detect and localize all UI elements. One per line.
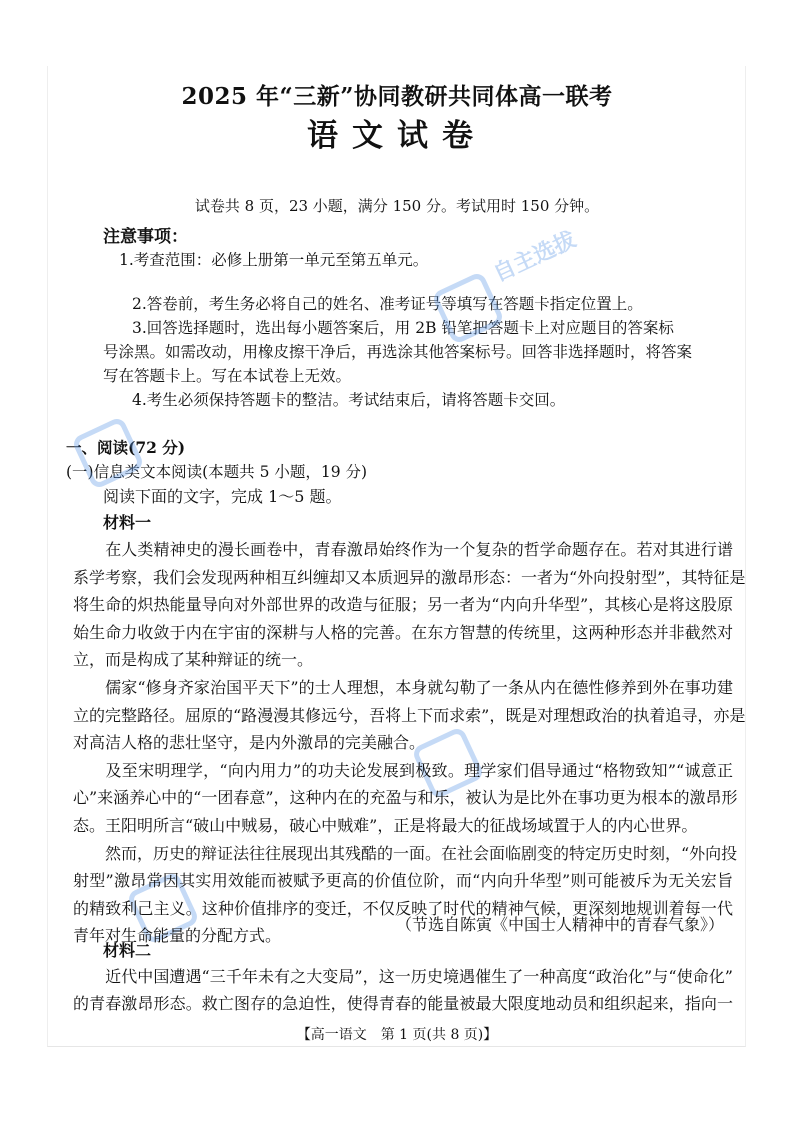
section-heading: 一、阅读(72 分) [66, 438, 186, 457]
text-line: 近代中国遭遇“三千年未有之大变局”，这一历史境遇催生了一种高度“政治化”与“使命化” [73, 967, 733, 986]
notice-item: 1.考查范围：必修上册第一单元至第五单元。 [119, 251, 429, 269]
text-line: 及至宋明理学，“向内用力”的功夫论发展到极致。理学家们倡导通过“格物致知”“诚意正 [73, 760, 733, 780]
subsection-heading: (一)信息类文本阅读(本题共 5 小题，19 分) [66, 463, 368, 481]
text-line: 的精致利己主义。这种价值排序的变迁，不仅反映了时代的精神气候，更深刻地规训着每一代 [73, 898, 733, 918]
notice-item: 2.答卷前，考生务必将自己的姓名、准考证号等填写在答题卡指定位置上。 [132, 295, 643, 313]
text-line: 系学考察，我们会发现两种相互纠缠却又本质迥异的激昂形态：一者为“外向投射型”，其特征是 [73, 567, 746, 587]
exam-title: 2025 年“三新”协同教研共同体高一联考 [181, 83, 613, 110]
material-2-heading: 材料二 [103, 941, 152, 960]
text-line: 射型”激昂常因其实用效能而被赋予更高的价值位阶，而“内向升华型”则可能被斥为无关宏旨 [73, 871, 733, 891]
page-footer: 【高一语文 第 1 页(共 8 页)】 [296, 1027, 498, 1043]
text-line: 始生命力收敛于内在宇宙的深耕与人格的完善。在东方智慧的传统里，这两种形态并非截然对 [73, 622, 733, 642]
text-line: 在人类精神史的漫长画卷中，青春激昂始终作为一个复杂的哲学命题存在。若对其进行谱 [73, 540, 733, 559]
text-line: 立，而是构成了某种辩证的统一。 [73, 650, 314, 670]
notice-item: 写在答题卡上。写在本试卷上无效。 [103, 367, 352, 385]
exam-info: 试卷共 8 页，23 小题，满分 150 分。考试用时 150 分钟。 [194, 197, 600, 215]
text-line: 青年对生命能量的分配方式。 [73, 926, 282, 946]
notice-heading: 注意事项： [103, 227, 188, 247]
text-line: 态。王阳明所言“破山中贼易，破心中贼难”，正是将最大的征战场域置于人的内心世界。 [73, 816, 698, 835]
exam-subject: 语文试卷 [307, 118, 487, 154]
text-line: 的青春激昂形态。救亡图存的急迫性，使得青春的能量被最大限度地动员和组织起来，指向一 [73, 994, 733, 1013]
text-line: 对高洁人格的悲壮坚守，是内外激昂的完美融合。 [73, 733, 426, 753]
notice-item: 4.考生必须保持答题卡的整洁。考试结束后，请将答题卡交回。 [132, 391, 566, 409]
notice-item: 3.回答选择题时，选出每小题答案后，用 2B 铅笔把答题卡上对应题目的答案标 [132, 319, 674, 337]
text-line: 儒家“修身齐家治国平天下”的士人理想，本身就勾勒了一条从内在德性修养到外在事功建 [73, 678, 733, 697]
text-line: 立的完整路径。屈原的“路漫漫其修远兮，吾将上下而求索”，既是对理想政治的执着追寻，亦是 [73, 705, 746, 725]
text-line: 将生命的炽热能量导向对外部世界的改造与征服；另一者为“内向升华型”，其核心是将这股原 [73, 595, 733, 615]
instruction: 阅读下面的文字，完成 1～5 题。 [103, 487, 342, 506]
text-line: 然而，历史的辩证法往往展现出其残酷的一面。在社会面临剧变的特定历史时刻，“外向投 [73, 843, 738, 863]
notice-item: 号涂黑。如需改动，用橡皮擦干净后，再选涂其他答案标号。回答非选择题时，将答案 [103, 343, 693, 361]
source-citation: （节选自陈寅《中国士人精神中的青春气象》） [395, 915, 724, 934]
text-line: 心”来涵养心中的“一团春意”，这种内在的充盈与和乐，被认为是比外在事功更为根本的激昂形 [73, 788, 738, 808]
watermark-text: 自主选拔 [489, 226, 581, 288]
material-1-heading: 材料一 [103, 513, 152, 532]
